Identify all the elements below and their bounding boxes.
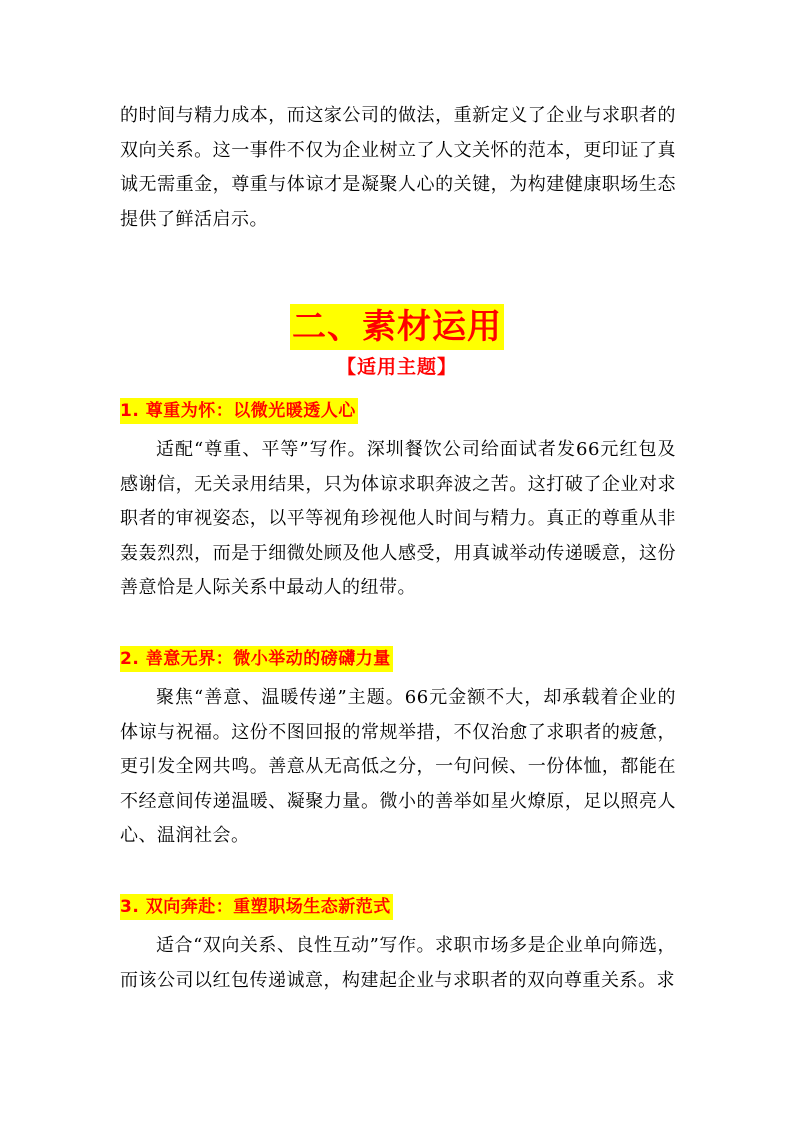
section-subtitle: 【适用主题】 — [336, 356, 457, 378]
theme-heading-2: 2. 善意无界：微小举动的磅礴力量 — [120, 646, 393, 672]
intro-paragraph: 的时间与精力成本，而这家公司的做法，重新定义了企业与求职者的双向关系。这一事件不仅为企业树立了人文关怀的范本，更印证了真诚无需重金，尊重与体谅才是凝聚人心的关键，为构建健康职场生态提供了鲜活启示。 — [120, 105, 676, 230]
subtitle-container — [0, 354, 794, 380]
theme-body-1: 适配“尊重、平等”写作。深圳餐饮公司给面试者发66元红包及感谢信，无关录用结果，只为体谅求职奔波之苦。这打破了企业对求职者的审视姿态，以平等视角珍视他人时间与精力。真正的尊重从非轰轰烈烈，而是于细微处顾及他人感受，用真诚举动传递暖意，这份善意恰是人际关系中最动人的纽带。 — [120, 439, 676, 598]
section-title: 二、素材运用 — [290, 304, 504, 350]
theme-heading-3: 3. 双向奔赴：重塑职场生态新范式 — [120, 894, 393, 920]
theme-heading-1: 1. 尊重为怀：以微光暖透人心 — [120, 398, 358, 424]
section-title-container — [0, 304, 794, 350]
theme-body-3: 适合“双向关系、良性互动”写作。求职市场多是企业单向筛选，而该公司以红包传递诚意，构建起企业与求职者的双向尊重关系。求 — [120, 935, 676, 991]
theme-body-2: 聚焦“善意、温暖传递”主题。66元金额不大，却承载着企业的体谅与祝福。这份不图回报的常规举措，不仅治愈了求职者的疲惫，更引发全网共鸣。善意从无高低之分，一句问候、一份体恤，都能在不经意间传递温暖、凝聚力量。微小的善举如星火燎原，足以照亮人心、温润社会。 — [120, 687, 676, 846]
